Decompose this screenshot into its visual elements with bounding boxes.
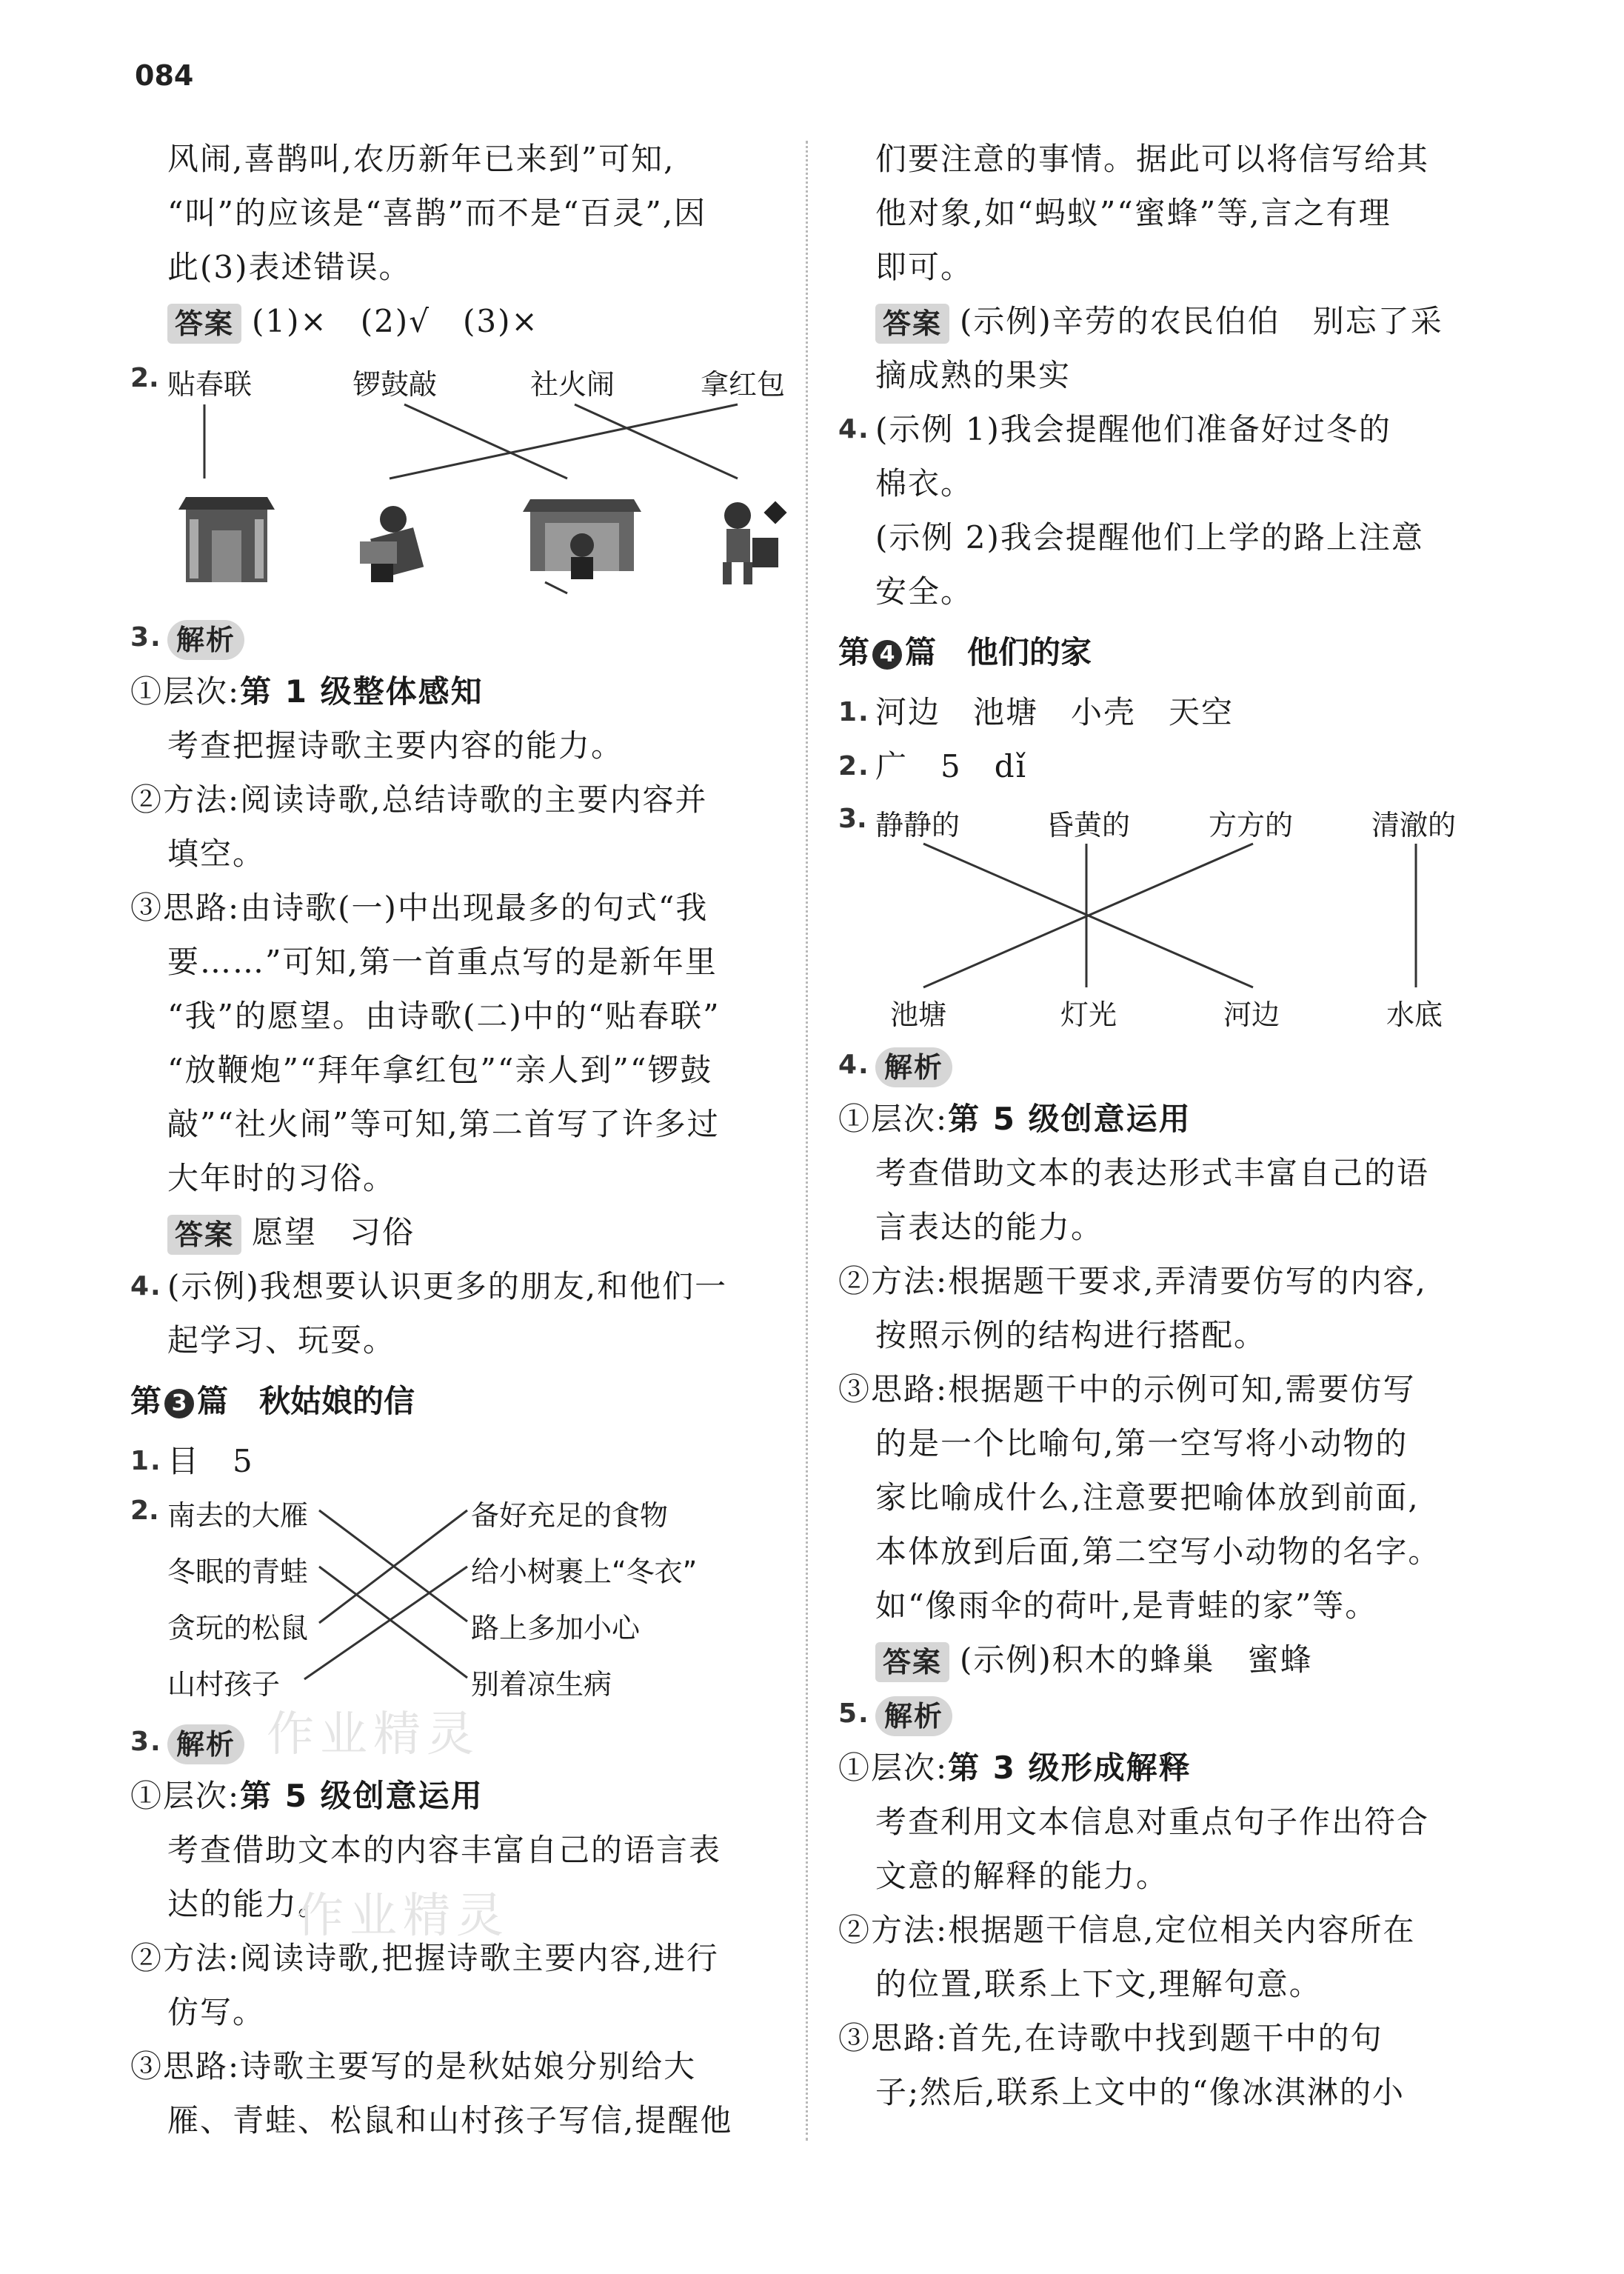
- text-line: “放鞭炮”“拜年拿红包”“亲人到”“锣鼓: [167, 1052, 713, 1088]
- level-text: 第 1 级整体感知: [240, 673, 484, 710]
- question-4: [838, 402, 1497, 456]
- answer-text: 广 5 dǐ: [875, 748, 1028, 784]
- match-left-item: 贪玩的松鼠: [167, 1612, 309, 1644]
- question-number: 2.: [130, 363, 159, 393]
- level-prefix: ①层次:: [130, 673, 241, 710]
- match-right-item: 别着凉生病: [471, 1668, 612, 1701]
- question-number: 3.: [130, 622, 162, 653]
- text-line: 此(3)表述错误。: [167, 249, 412, 285]
- answer-text: (1)× (2)√ (3)×: [252, 303, 539, 339]
- question-number: 4.: [130, 1271, 162, 1301]
- level-text: 第 5 级创意运用: [240, 1778, 484, 1814]
- text-line: 大年时的习俗。: [167, 1160, 396, 1196]
- s4-question-1: [838, 685, 1497, 739]
- match-lines: [130, 353, 789, 604]
- s4-question-4-header: [838, 1038, 1497, 1092]
- text-line: 言表达的能力。: [875, 1209, 1104, 1245]
- text-line: 考查借助文本的表达形式丰富自己的语: [875, 1155, 1430, 1191]
- text-line: 敲”“社火闹”等可知,第二首写了许多过: [167, 1106, 720, 1142]
- question-number: 1.: [838, 697, 870, 727]
- question-number: 1.: [130, 1446, 162, 1476]
- section-prefix: 第: [838, 634, 870, 670]
- text-line: “叫”的应该是“喜鹊”而不是“百灵”,因: [167, 195, 707, 231]
- text-line: 家比喻成什么,注意要把喻体放到前面,: [875, 1479, 1420, 1516]
- text-line: 达的能力。: [167, 1886, 331, 1922]
- match-top-item: 静静的: [875, 809, 960, 841]
- picture-matching: [130, 353, 789, 604]
- text-line: 考查把握诗歌主要内容的能力。: [167, 727, 624, 764]
- answer-text: (示例)辛劳的农民伯伯 别忘了采: [960, 303, 1443, 339]
- text-line: 按照示例的结构进行搭配。: [875, 1317, 1267, 1353]
- door-picture: [178, 497, 275, 582]
- match-label: 拿红包: [701, 368, 786, 401]
- match-right-item: 备好充足的食物: [471, 1499, 669, 1532]
- level-line: [130, 1769, 789, 1823]
- answer-text: 目 5: [167, 1443, 254, 1479]
- question-number: 5.: [838, 1698, 870, 1729]
- match-right-item: 路上多加小心: [471, 1612, 641, 1644]
- redpacket-picture: [723, 501, 787, 584]
- analysis-badge: 解析: [167, 1724, 244, 1764]
- text-line: ③思路:诗歌主要写的是秋姑娘分别给大: [130, 2048, 697, 2084]
- text-line: (示例 1)我会提醒他们准备好过冬的: [875, 411, 1391, 447]
- match-right-item: 给小树裹上“冬衣”: [471, 1556, 698, 1588]
- section-prefix: 第: [130, 1383, 162, 1419]
- match-label: 贴春联: [167, 368, 253, 401]
- text-line: 子;然后,联系上文中的“像冰淇淋的小: [875, 2074, 1405, 2110]
- answer-line: [130, 294, 789, 348]
- section-number: 4: [872, 640, 902, 670]
- section-name: 篇 他们的家: [905, 634, 1092, 670]
- text-line: 要……”可知,第一首重点写的是新年里: [167, 944, 718, 980]
- match-label: 锣鼓敲: [352, 368, 438, 401]
- answer-line: [838, 294, 1497, 348]
- text-line: ②方法:根据题干要求,弄清要仿写的内容,: [838, 1263, 1427, 1299]
- level-text: 第 5 级创意运用: [948, 1101, 1192, 1137]
- text-line: 摘成熟的果实: [875, 357, 1072, 393]
- s3-question-1: [130, 1434, 789, 1488]
- answer-line: [838, 1633, 1497, 1687]
- question-number: 3.: [130, 1727, 162, 1757]
- match-bottom-item: 池塘: [890, 998, 947, 1031]
- s4-question-2: [838, 739, 1497, 793]
- question-4: [130, 1259, 789, 1313]
- section-title-4: [838, 623, 1497, 682]
- watermark: 作业精灵: [296, 1889, 509, 1944]
- match-lines: [838, 793, 1497, 1038]
- question-number: 2.: [130, 1496, 159, 1526]
- level-line: [838, 1741, 1497, 1795]
- level-line: [130, 664, 789, 718]
- level-prefix: ①层次:: [838, 1750, 949, 1786]
- answer-line: [130, 1205, 789, 1259]
- answer-text: 河边 池塘 小壳 天空: [875, 694, 1234, 730]
- question-number: 3.: [838, 804, 867, 834]
- analysis-badge: 解析: [875, 1696, 952, 1736]
- question-3-header: [130, 610, 789, 664]
- match-left-item: 山村孩子: [167, 1668, 281, 1701]
- s4-question-5-header: [838, 1687, 1497, 1741]
- text-line: 雁、青蛙、松鼠和山村孩子写信,提醒他: [167, 2102, 733, 2138]
- text-line: (示例 2)我会提醒他们上学的路上注意: [875, 519, 1424, 556]
- text-line: ③思路:由诗歌(一)中出现最多的句式“我: [130, 890, 709, 926]
- text-line: 仿写。: [167, 1994, 266, 2030]
- text-line: 填空。: [167, 836, 266, 872]
- right-column: [838, 132, 1497, 2119]
- question-number: 2.: [838, 751, 870, 781]
- text-line: 的位置,联系上下文,理解句意。: [875, 1966, 1322, 2002]
- text-line: 文意的解释的能力。: [875, 1858, 1169, 1894]
- level-text: 第 3 级形成解释: [948, 1750, 1192, 1786]
- match-label: 社火闹: [530, 368, 615, 401]
- text-line: (示例)我想要认识更多的朋友,和他们一: [167, 1268, 728, 1304]
- text-line: 棉衣。: [875, 465, 974, 501]
- match-bottom-item: 水底: [1386, 998, 1443, 1031]
- answer-badge: 答案: [167, 304, 241, 344]
- level-prefix: ①层次:: [838, 1101, 949, 1137]
- column-divider: [806, 141, 808, 2141]
- answer-text: (示例)积木的蜂巢 蜜蜂: [960, 1641, 1313, 1678]
- text-line: ②方法:阅读诗歌,总结诗歌的主要内容并: [130, 781, 708, 818]
- question-number: 4.: [838, 414, 870, 444]
- text-line: 风闹,喜鹊叫,农历新年已来到”可知,: [167, 141, 675, 177]
- section-number: 3: [164, 1389, 194, 1418]
- text-line: 本体放到后面,第二空写小动物的名字。: [875, 1533, 1441, 1570]
- level-prefix: ①层次:: [130, 1778, 241, 1814]
- match-top-item: 方方的: [1209, 809, 1294, 841]
- left-column: [130, 132, 789, 2147]
- shehuo-picture: [523, 499, 641, 593]
- match-lines: [130, 1488, 789, 1710]
- level-line: [838, 1092, 1497, 1146]
- text-line: 考查利用文本信息对重点句子作出符合: [875, 1804, 1430, 1840]
- section-name: 篇 秋姑娘的信: [197, 1383, 415, 1419]
- text-line: ②方法:根据题干信息,定位相关内容所在: [838, 1912, 1416, 1948]
- text-line: 如“像雨伞的荷叶,是青蛙的家”等。: [875, 1587, 1378, 1624]
- text-line: ③思路:根据题干中的示例可知,需要仿写: [838, 1371, 1416, 1407]
- text-line: ②方法:阅读诗歌,把握诗歌主要内容,进行: [130, 1940, 719, 1976]
- answer-badge: 答案: [875, 1642, 949, 1682]
- watermark: 作业精灵: [267, 1707, 480, 1762]
- answer-badge: 答案: [167, 1215, 241, 1255]
- question-number: 4.: [838, 1050, 870, 1080]
- text-line: “我”的愿望。由诗歌(二)中的“贴春联”: [167, 998, 721, 1034]
- match-top-item: 昏黄的: [1046, 809, 1131, 841]
- page-number: 084: [135, 59, 194, 92]
- text-line: 即可。: [875, 249, 974, 285]
- text-line: 们要注意的事情。据此可以将信写给其: [875, 141, 1430, 177]
- match-bottom-item: 河边: [1223, 998, 1280, 1031]
- section-title-3: [130, 1372, 789, 1431]
- analysis-badge: 解析: [167, 620, 244, 660]
- text-line: ③思路:首先,在诗歌中找到题干中的句: [838, 2020, 1383, 2056]
- text-line: 安全。: [875, 573, 974, 610]
- firecracker-picture: [360, 506, 424, 582]
- text-line: 起学习、玩耍。: [167, 1322, 396, 1358]
- text-line: 他对象,如“蚂蚁”“蜜蜂”等,言之有理: [875, 195, 1391, 231]
- answer-text: 愿望 习俗: [252, 1214, 415, 1250]
- match-left-item: 冬眠的青蛙: [167, 1556, 309, 1588]
- text-matching: [130, 1488, 789, 1710]
- text-line: 的是一个比喻句,第一空写将小动物的: [875, 1425, 1409, 1461]
- match-bottom-item: 灯光: [1060, 998, 1117, 1031]
- text-line: 考查借助文本的内容丰富自己的语言表: [167, 1832, 722, 1868]
- analysis-badge: 解析: [875, 1047, 952, 1087]
- answer-badge: 答案: [875, 304, 949, 344]
- adjective-matching: [838, 793, 1497, 1038]
- match-top-item: 清澈的: [1371, 809, 1457, 841]
- match-left-item: 南去的大雁: [167, 1499, 309, 1532]
